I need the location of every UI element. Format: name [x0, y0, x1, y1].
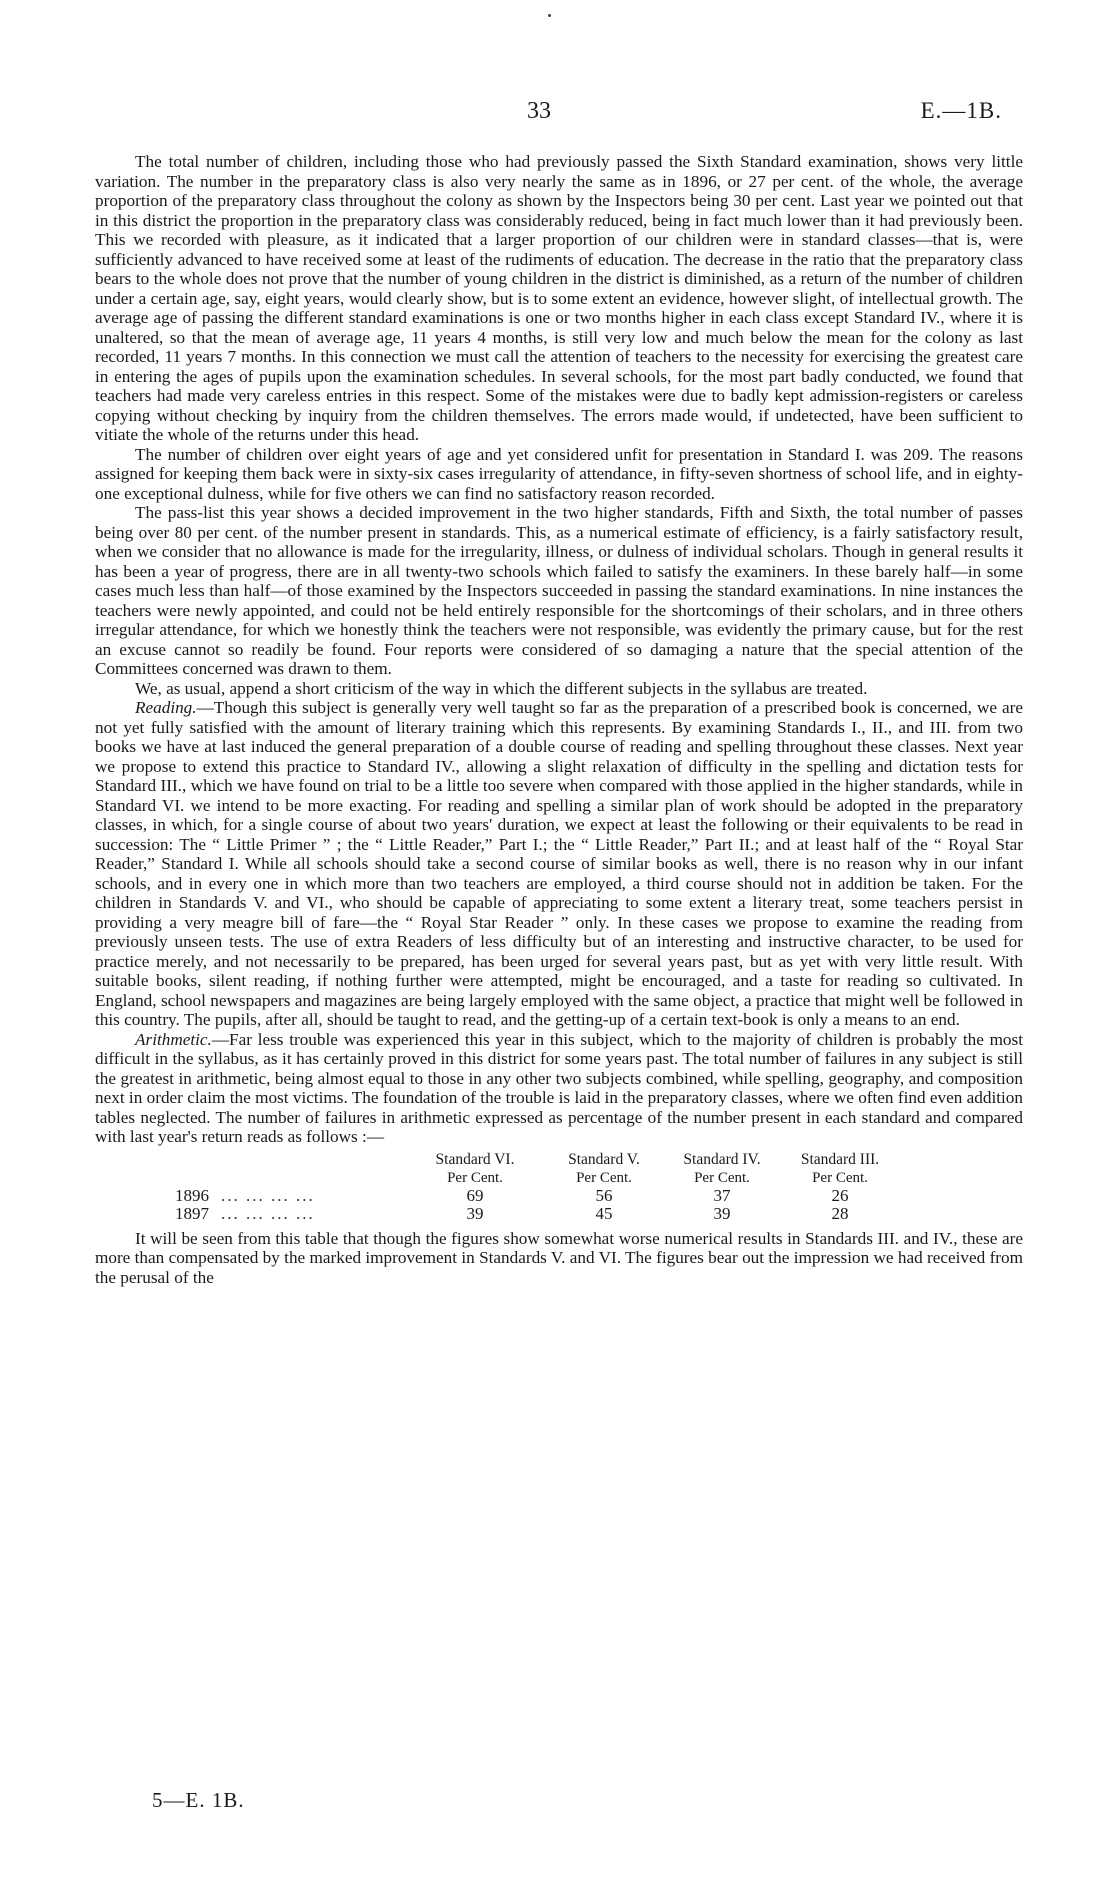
footer-reference: 5—E. 1B.: [152, 1788, 245, 1812]
document-reference: E.—1B.: [920, 98, 1002, 123]
section-lead-reading: Reading.: [135, 698, 197, 717]
table-row: [95, 1187, 1023, 1205]
dot-leader: ... ... ... ...: [221, 1203, 315, 1223]
paragraph-reading: [95, 698, 1023, 1030]
column-unit: Per Cent.: [694, 1169, 750, 1186]
column-unit: Per Cent.: [812, 1169, 868, 1186]
column-header: Standard VI.: [435, 1150, 515, 1168]
paragraph-text: The total number of children, including those who had previously passed the Sixth Standard examination, shows very little variation. The number in the preparatory class is also very nearly the same as in 1896, or 27 per cent. of the whole, the average proportion of the preparatory class throughout the colony as shown by the Inspectors being 30 per cent. Last year we pointed out that in this district the proportion in the preparatory class was considerably reduced, being in fact much lower than it had previously been. This we recorded with pleasure, as it indicated that a larger proportion of our children were in standard classes—that is, were sufficiently advanced to have received some at least of the rudiments of education. The decrease in the ratio that the preparatory class bears to the whole does not prove that the number of young children in the district is diminished, as a return of the number of children under a certain age, say, eight years, would clearly show, but is to some extent an evidence, however slight, of intellectual growth. The average age of passing the different standard examinations is one or two months higher in each class except Standard IV., where it is unaltered, so that the mean of average age, 11 years 4 months, is still very low and much below the mean for the colony as last recorded, 11 years 7 months. In this connection we must call the attention of teachers to the necessity for exercising the greatest care in entering the ages of pupils upon the examination schedules. In several schools, for the most part badly conducted, we found that teachers had made very careless entries in this respect. Some of the mistakes were due to badly kept admission-registers or careless copying without checking by inquiry from the children themselves. The errors made would, if undetected, have been sufficient to vitiate the whole of the returns under this head.: [95, 152, 1023, 444]
paragraph-criticism-intro: [95, 679, 1023, 699]
paragraph-text: —Though this subject is generally very well taught so far as the preparation of a prescribed book is concerned, we are not yet fully satisfied with the amount of literary training which this represents. By examining Standards I., II., and III. from two books we have at last induced the general preparation of a double course of reading and spelling throughout these classes. Next year we propose to extend this practice to Standard IV., allowing a slight relaxation of difficulty in the spelling and dictation tests for Standard III., which we have found on trial to be a little too severe when compared with those applied in the higher standards, while in Standard VI. we intend to be more exacting. For reading and spelling a similar plan of work should be adopted in the preparatory classes, in which, for a single course of about two years' duration, we expect at least the following or their equivalents to be read in succession: The “ Little Primer ” ; the “ Little Reader,” Part I.; the “ Little Reader,” Part II.; and at least half of the “ Royal Star Reader,” Standard I. While all schools should take a second course of similar books as well, there is no reason why in our infant schools, and in every one in which more than two teachers are employed, a third course should not in addition be taken. For the children in Standards V. and VI., who should be capable of appreciating to some extent a literary treat, some teachers persist in providing a very meagre bill of fare—the “ Royal Star Reader ” only. In these cases we propose to examine the reading from previously unseen tests. The use of extra Readers of less difficulty but of an interesting and instructive character, to be used for practice merely, and not necessarily to be prepared, has been urged for several years past, but as yet with very little result. With suitable books, silent reading, if nothing further were attempted, might be encouraged, and a taste for reading so cultivated. In England, school newspapers and magazines are being largely employed with the same object, a practice that might well be followed in this country. The pupils, after all, should be taught to read, and the getting-up of a certain text-book is only a means to an end.: [95, 698, 1023, 1029]
column-header: Standard III.: [800, 1150, 880, 1168]
paragraph-text: —Far less trouble was experienced this year in this subject, which to the majority of children is probably the most difficult in the syllabus, as it has certainly proved in this district for some years past. The total number of failures in any subject is still the greatest in arithmetic, being almost equal to those in any other two subjects combined, while spelling, geography, and composition next in order claim the most victims. The foundation of the trouble is laid in the preparatory classes, where we often find even addition tables neglected. The number of failures in arithmetic expressed as percentage of the number present in each standard and compared with last year's return reads as follows :—: [95, 1029, 1023, 1146]
row-label: [95, 1187, 405, 1205]
paragraph-arithmetic: [95, 1030, 1023, 1147]
column-header: Standard V.: [568, 1150, 640, 1168]
row-year: 1896: [175, 1185, 209, 1205]
paragraph-standard-one: [95, 445, 1023, 504]
table-cell: 26: [831, 1185, 849, 1205]
column-unit: Per Cent.: [447, 1169, 503, 1186]
table-unit-row: [95, 1169, 1023, 1187]
report-body: [95, 152, 1023, 1287]
table-cell: 69: [466, 1185, 484, 1205]
table-cell: 45: [595, 1203, 613, 1223]
paragraph-text: We, as usual, append a short criticism of the way in which the different subjects in the syllabus are treated.: [135, 678, 868, 698]
arithmetic-failures-table: [95, 1151, 1023, 1223]
table-cell: 39: [466, 1203, 484, 1223]
column-unit: Per Cent.: [576, 1169, 632, 1186]
paragraph-table-conclusion: It will be seen from this table that though the figures show somewhat worse numerical results in Standards III. and IV., these are more than compensated by the marked improvement in Standards V. and VI. The figures bear out the impression we had received from the perusal of the: [95, 1228, 1023, 1287]
column-header: Standard IV.: [683, 1150, 761, 1168]
table-row: [95, 1205, 1023, 1223]
page-number: 33: [527, 98, 551, 124]
dot-leader: ... ... ... ...: [221, 1185, 315, 1205]
table-cell: 28: [831, 1203, 849, 1223]
row-label: [95, 1205, 405, 1223]
paragraph-pass-list: [95, 503, 1023, 679]
row-year: 1897: [175, 1203, 209, 1223]
table-cell: 56: [595, 1185, 613, 1205]
paragraph-text: The number of children over eight years of age and yet considered unfit for presentation in Standard I. was 209. The reasons assigned for keeping them back were in sixty-six cases irregularity of attendance, in fifty-seven shortness of school life, and in eighty-one exceptional dulness, while for five others we can find no satisfactory reason recorded.: [95, 444, 1023, 503]
table-header-row: [95, 1151, 1023, 1169]
paragraph-preparatory-class: [95, 152, 1023, 445]
paragraph-text: The pass-list this year shows a decided improvement in the two higher standards, Fifth and Sixth, the total number of passes being over 80 per cent. of the number present in standards. This, as a numerical estimate of efficiency, is a fairly satisfactory result, when we consider that no allowance is made for the irregularity, illness, or dulness of individual scholars. Though in general results it has been a year of progress, there are in all twenty-two schools which failed to satisfy the examiners. In these barely half—in some cases much less than half—of those examined by the Inspectors succeeded in passing the standard examinations. In nine instances the teachers were newly appointed, and could not be held entirely responsible for the shortcomings of their scholars, and in three others irregular attendance, for which we honestly think the teachers were not responsible, was evidently the primary cause, but for the rest an excuse cannot so readily be found. Four reports were considered of so damaging a nature that the special attention of the Committees concerned was drawn to them.: [95, 503, 1023, 678]
print-speck: [548, 14, 551, 17]
table-cell: 39: [713, 1203, 731, 1223]
table-cell: 37: [713, 1185, 731, 1205]
section-lead-arithmetic: Arithmetic.: [135, 1029, 212, 1049]
